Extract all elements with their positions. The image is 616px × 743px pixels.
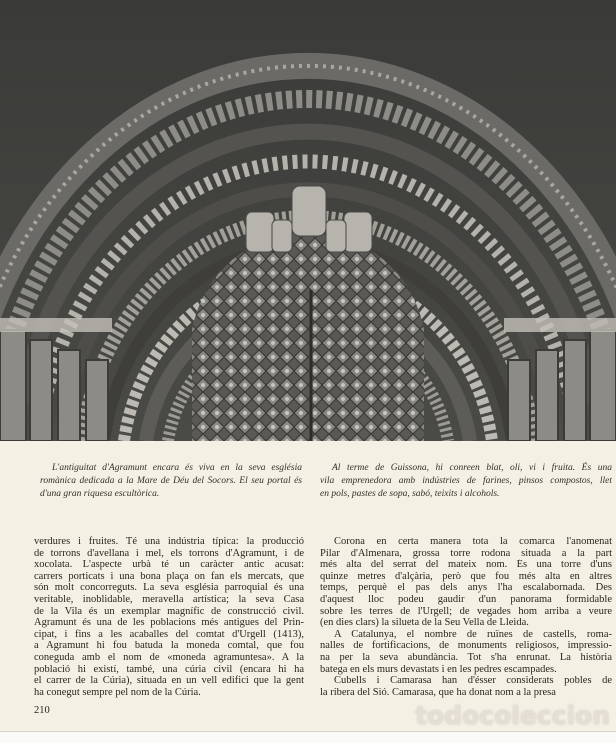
text-line: el carrer de la Cúria), situada en un vell edifici que la gent bbox=[34, 675, 304, 687]
text-line: sobre les terres de l'Urgell; de vegades hom arriba a veure bbox=[320, 605, 612, 617]
text-line: a Agramunt hi fou batuda la moneda comtal, que fou bbox=[34, 640, 304, 652]
text-line: més alta del serrat del mateix nom. És una torre d'uns bbox=[320, 559, 612, 571]
text-line: Agramunt és una de les poblacions més antigues del Prin- bbox=[34, 617, 304, 629]
page-number: 210 bbox=[34, 705, 50, 716]
text-line: cipat, i fins a les acaballes del comtat d'Urgell (1413), bbox=[34, 628, 304, 640]
text-line: verdures i fruites. Té una indústria típica: la producció bbox=[34, 536, 304, 547]
watermark: todocoleccion bbox=[415, 701, 610, 730]
text-line: són molt concorreguts. La seva església parroquial és una bbox=[34, 582, 304, 594]
text-line: veritable, inoblidable, meravella artística; la seva Casa bbox=[34, 593, 304, 605]
text-line: carrers porticats i una bona plaça on fan els mercats, que bbox=[34, 570, 304, 582]
photo-caption-left bbox=[40, 462, 302, 501]
caption-line: Al terme de Guissona, hi conreen blat, oli, vi i fruita. És una bbox=[332, 463, 612, 473]
text-line: la ribera del Sió. Camarasa, que ha donat nom a la presa bbox=[320, 686, 556, 698]
text-line: coneguda amb el nom de «moneda agramuntesa». A la bbox=[34, 651, 304, 663]
text-line: (en dies clars) la silueta de la Seu Vella de Lleida. bbox=[320, 617, 529, 629]
caption-line: romànica dedicada a la Mare de Déu del Socors. El seu portal és bbox=[40, 476, 302, 486]
caption-line: d'una gran riquesa escultòrica. bbox=[40, 489, 160, 499]
text-line: xocolata. L'aspecte urbà té un caràcter antic acusat: bbox=[34, 559, 304, 571]
text-line: na per la seva abundància. Tot s'ha enrunat. La història bbox=[320, 651, 612, 663]
text-line: batega en els murs devastats i en les pedres escampades. bbox=[320, 663, 557, 675]
caption-line: L'antiguitat d'Agramunt encara és viva en la seva església bbox=[52, 463, 302, 473]
text-line: d'aquest lloc podeu gaudir d'un panorama formidable bbox=[320, 593, 612, 605]
text-line: temps, perquè el pas dels anys l'ha escalabornada. Des bbox=[320, 582, 612, 594]
text-line: nalles de fortificacions, de monuments religiosos, impressio- bbox=[320, 640, 612, 652]
body-column-left bbox=[34, 536, 304, 698]
text-line: A Catalunya, el nombre de ruïnes de castells, roma- bbox=[334, 628, 612, 640]
caption-line: vila emprenedora amb indústries de farines, pinsos compostos, llet bbox=[320, 476, 612, 486]
photo-caption-right bbox=[320, 462, 612, 501]
text-line: Corona en certa manera tota la comarca l'anomenat bbox=[334, 536, 612, 547]
caption-line: en pols, pastes de sopa, sabó, teixits i alcohols. bbox=[320, 489, 500, 499]
text-line: quinze metres d'alçària, però que fou més alta en altres bbox=[320, 570, 612, 582]
text-line: de torrons d'avellana i mel, els torrons d'Agramunt, i de bbox=[34, 547, 304, 559]
text-line: població hi existí, també, una cúria civil (encara hi ha bbox=[34, 663, 304, 675]
text-line: ha conegut sempre pel nom de la Cúria. bbox=[34, 686, 201, 698]
text-line: de la Vila és un exemplar magnífic de construcció civil. bbox=[34, 605, 304, 617]
body-column-right bbox=[320, 536, 612, 698]
bottom-strip bbox=[0, 731, 616, 743]
text-line: Pilar d'Almenara, grossa torre rodona situada a la part bbox=[320, 547, 612, 559]
text-line: Cubells i Camarasa han d'ésser considerats pobles de bbox=[334, 675, 612, 687]
